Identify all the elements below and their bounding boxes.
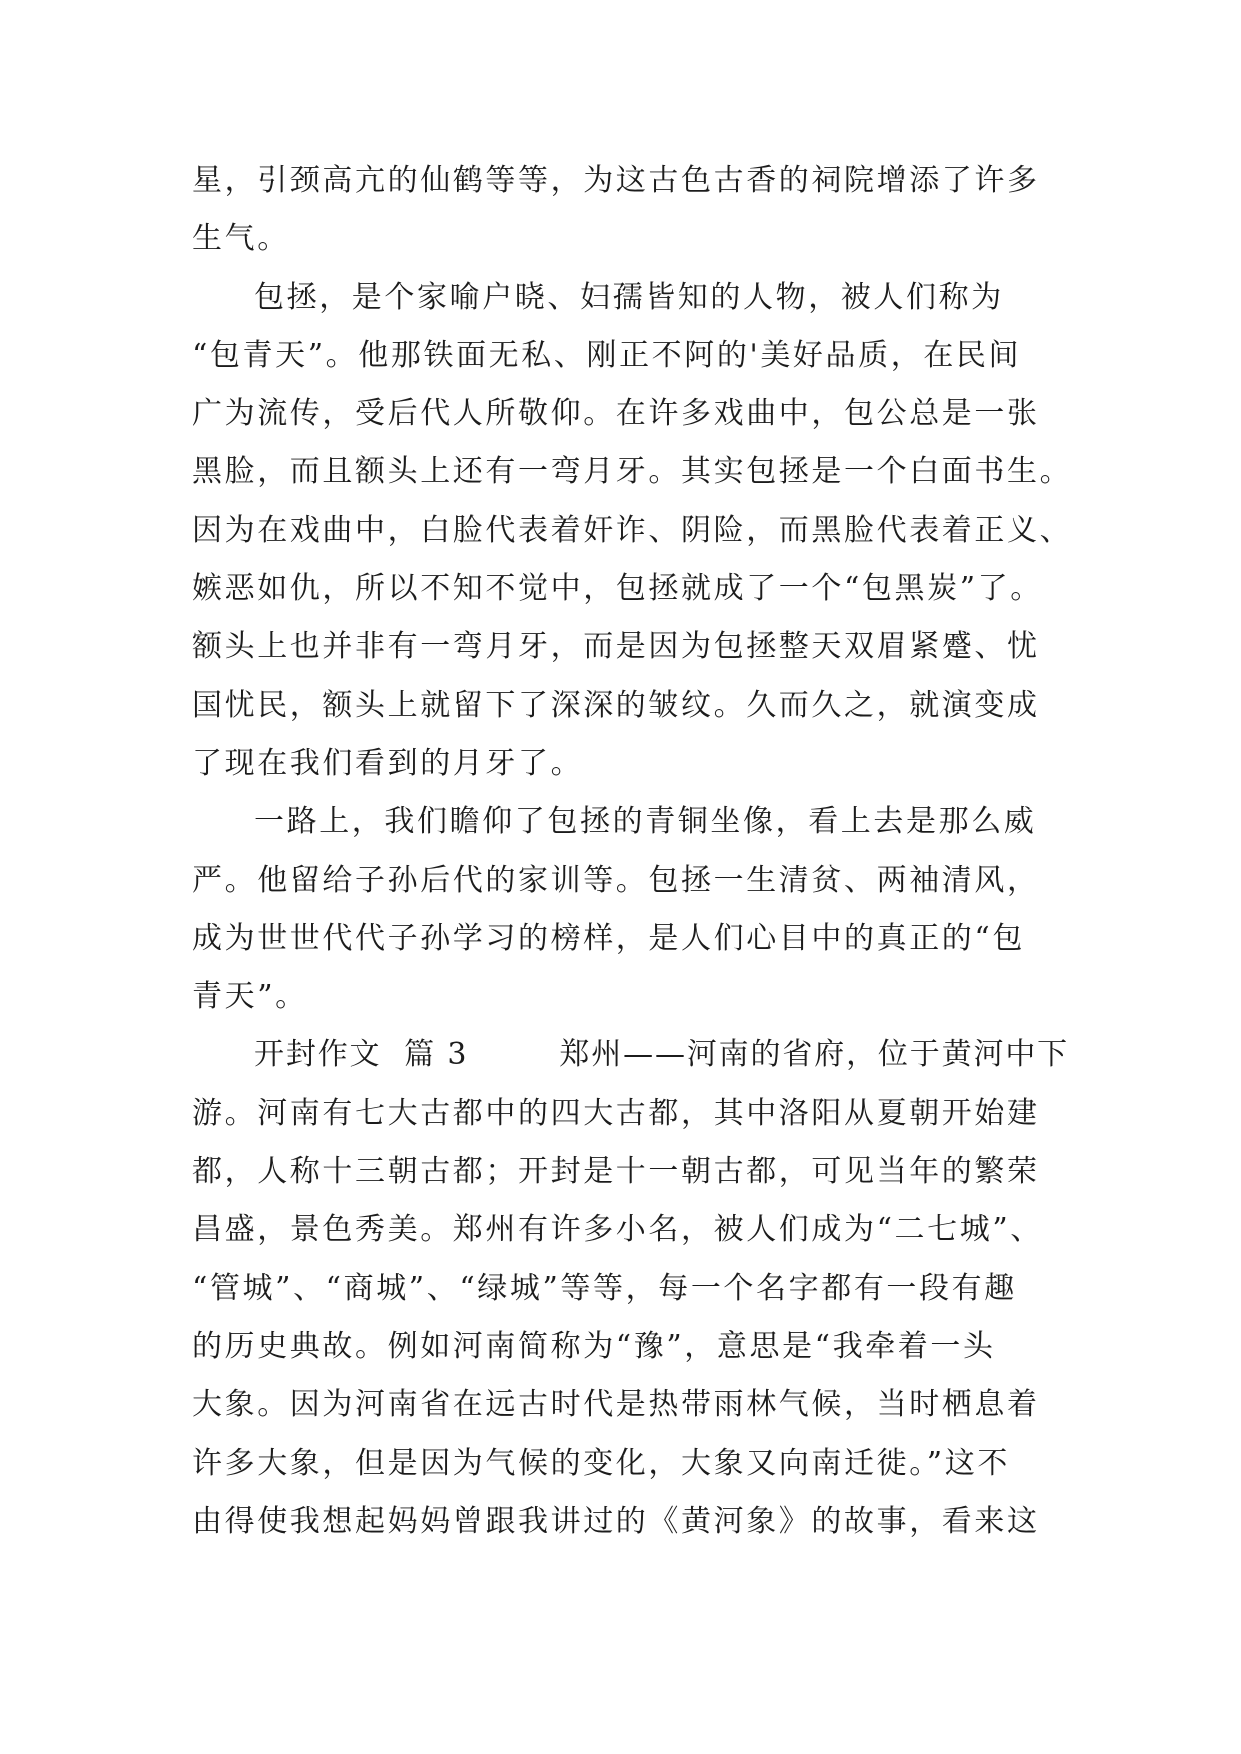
- text-line: 了现在我们看到的月牙了。: [192, 745, 584, 781]
- text-line: 严。他留给子孙后代的家训等。包拯一生清贫、两袖清风，: [192, 862, 1040, 898]
- text-line: 生气。: [192, 221, 290, 257]
- text-line: 都，人称十三朝古都；开封是十一朝古都，可见当年的繁荣: [192, 1154, 1040, 1190]
- text-line: 大象。因为河南省在远古时代是热带雨林气候，当时栖息着: [192, 1387, 1040, 1423]
- text-line: 许多大象，但是因为气候的变化，大象又向南迁徙。”这不: [192, 1445, 1010, 1481]
- text-line: 额头上也并非有一弯月牙，而是因为包拯整天双眉紧蹙、忧: [192, 629, 1040, 665]
- text-line: 成为世世代代子孙学习的榜样，是人们心目中的真正的“包: [192, 920, 1025, 956]
- text-line: 国忧民，额头上就留下了深深的皱纹。久而久之，就演变成: [192, 687, 1040, 723]
- text-line: “管城”、“商城”、“绿城”等等，每一个名字都有一段有趣: [192, 1270, 1017, 1306]
- text-line: 因为在戏曲中，白脸代表着奸诈、阴险，而黑脸代表着正义、: [192, 512, 1073, 548]
- text-line: 昌盛，景色秀美。郑州有许多小名，被人们成为“二七城”、: [192, 1212, 1043, 1248]
- section-heading-line: 开封作文 篇 3 郑州——河南的省府，位于黄河中下: [254, 1037, 1070, 1073]
- body-text: [192, 152, 1072, 1551]
- paragraph-start-line: 包拯，是个家喻户晓、妇孺皆知的人物，被人们称为: [254, 279, 1004, 315]
- paragraph-start-line: 一路上，我们瞻仰了包拯的青铜坐像，看上去是那么威: [254, 804, 1037, 840]
- text-line: 黑脸，而且额头上还有一弯月牙。其实包拯是一个白面书生。: [192, 454, 1073, 490]
- text-line: 青天”。: [192, 979, 308, 1015]
- text-line: 嫉恶如仇，所以不知不觉中，包拯就成了一个“包黑炭”了。: [192, 571, 1043, 607]
- text-line: 星，引颈高亢的仙鹤等等，为这古色古香的祠院增添了许多: [192, 163, 1040, 198]
- text-line: “包青天”。他那铁面无私、刚正不阿的'美好品质，在民间: [192, 337, 1022, 373]
- text-line: 游。河南有七大古都中的四大古都，其中洛阳从夏朝开始建: [192, 1095, 1040, 1131]
- text-line: 的历史典故。例如河南简称为“豫”，意思是“我牵着一头: [192, 1328, 996, 1364]
- text-line: 广为流传，受后代人所敬仰。在许多戏曲中，包公总是一张: [192, 396, 1040, 432]
- text-line: 由得使我想起妈妈曾跟我讲过的《黄河象》的故事，看来这: [192, 1503, 1040, 1539]
